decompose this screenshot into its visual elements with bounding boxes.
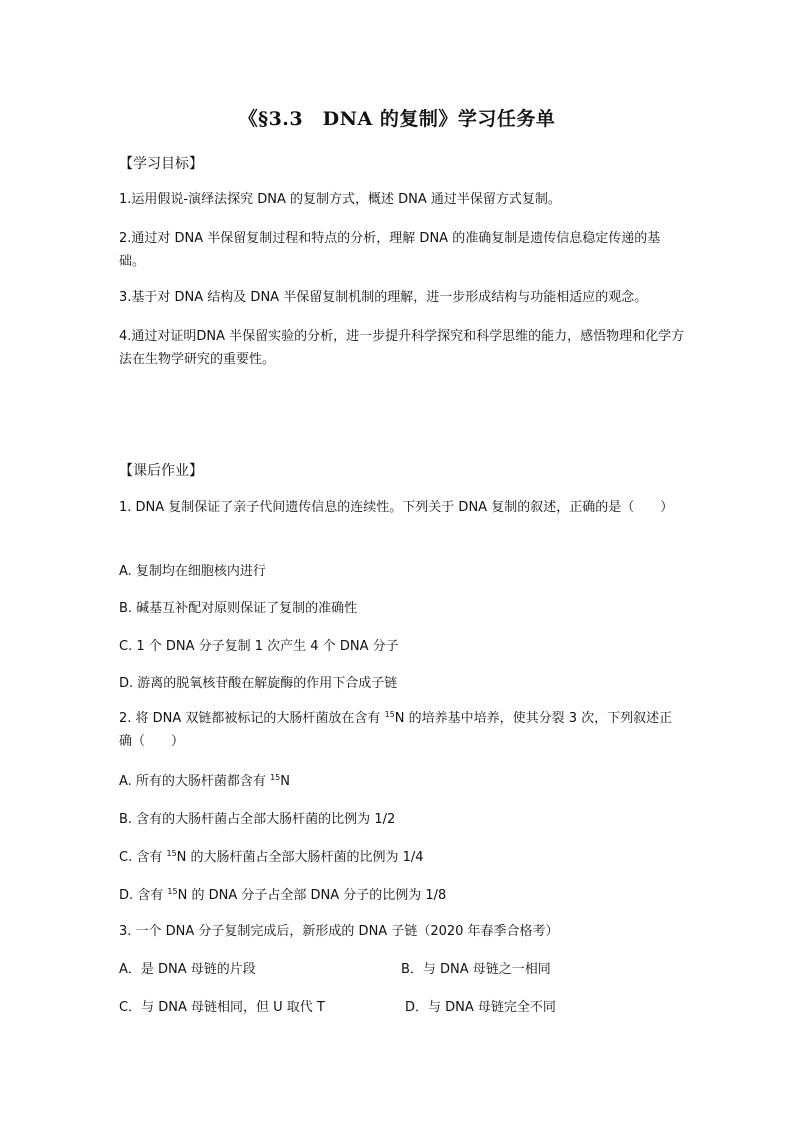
objectives-heading: 【学习目标】 — [119, 156, 203, 172]
question-1-stem: 1. DNA 复制保证了亲子代间遗传信息的连续性。下列关于 DNA 复制的叙述，正确的是（ ） — [119, 500, 674, 515]
objective-item-3: 3.基于对 DNA 结构及 DNA 半保留复制机制的理解，进一步形成结构与功能相适应的观念。 — [119, 290, 648, 305]
objective-item-4: 4.通过对证明DNA 半保留实验的分析，进一步提升科学探究和科学思维的能力，感悟物理和化学方法在生物学研究的重要性。 — [119, 329, 685, 367]
question-2-option-a: A. 所有的大肠杆菌都含有 $^{15}$N — [119, 773, 290, 789]
question-1-option-a: A. 复制均在细胞核内进行 — [119, 564, 266, 579]
question-2-option-b: B. 含有的大肠杆菌占全部大肠杆菌的比例为 1/2 — [119, 812, 396, 827]
objective-item-1: 1.运用假说-演绎法探究 DNA 的复制方式，概述 DNA 通过半保留方式复制。 — [119, 192, 561, 207]
question-2-stem: 2. 将 DNA 双链都被标记的大肠杆菌放在含有 $^{15}$N 的培养基中培养，使其分裂 3 次，下列叙述正确（ ） — [119, 710, 673, 749]
objective-item-2: 2.通过对 DNA 半保留复制过程和特点的分析，理解 DNA 的准确复制是遗传信息稳定传递的基础。 — [119, 231, 661, 269]
question-1-option-d: D. 游离的脱氧核苷酸在解旋酶的作用下合成子链 — [119, 676, 398, 691]
question-2-option-d: D. 含有 $^{15}$N 的 DNA 分子占全部 DNA 分子的比例为 1/8 — [119, 887, 447, 903]
question-1-option-c: C. 1 个 DNA 分子复制 1 次产生 4 个 DNA 分子 — [119, 639, 399, 654]
question-2-option-c: C. 含有 $^{15}$N 的大肠杆菌占全部大肠杆菌的比例为 1/4 — [119, 849, 424, 865]
document-title: 《§3.3 DNA 的复制》学习任务单 — [238, 108, 556, 130]
question-3-option-c: C．与 DNA 母链相同，但 U 取代 T — [119, 1000, 325, 1015]
question-3-stem: 3. 一个 DNA 分子复制完成后，新形成的 DNA 子链（2020 年春季合格考） — [119, 924, 559, 939]
question-3-option-d: D．与 DNA 母链完全不同 — [405, 1000, 556, 1015]
isotope-superscript: 15 — [384, 710, 395, 719]
question-3-option-a: A．是 DNA 母链的片段 — [119, 962, 256, 977]
homework-heading: 【课后作业】 — [119, 463, 203, 479]
question-3-option-b: B．与 DNA 母链之一相同 — [401, 962, 551, 977]
question-1-option-b: B. 碱基互补配对原则保证了复制的准确性 — [119, 601, 358, 616]
